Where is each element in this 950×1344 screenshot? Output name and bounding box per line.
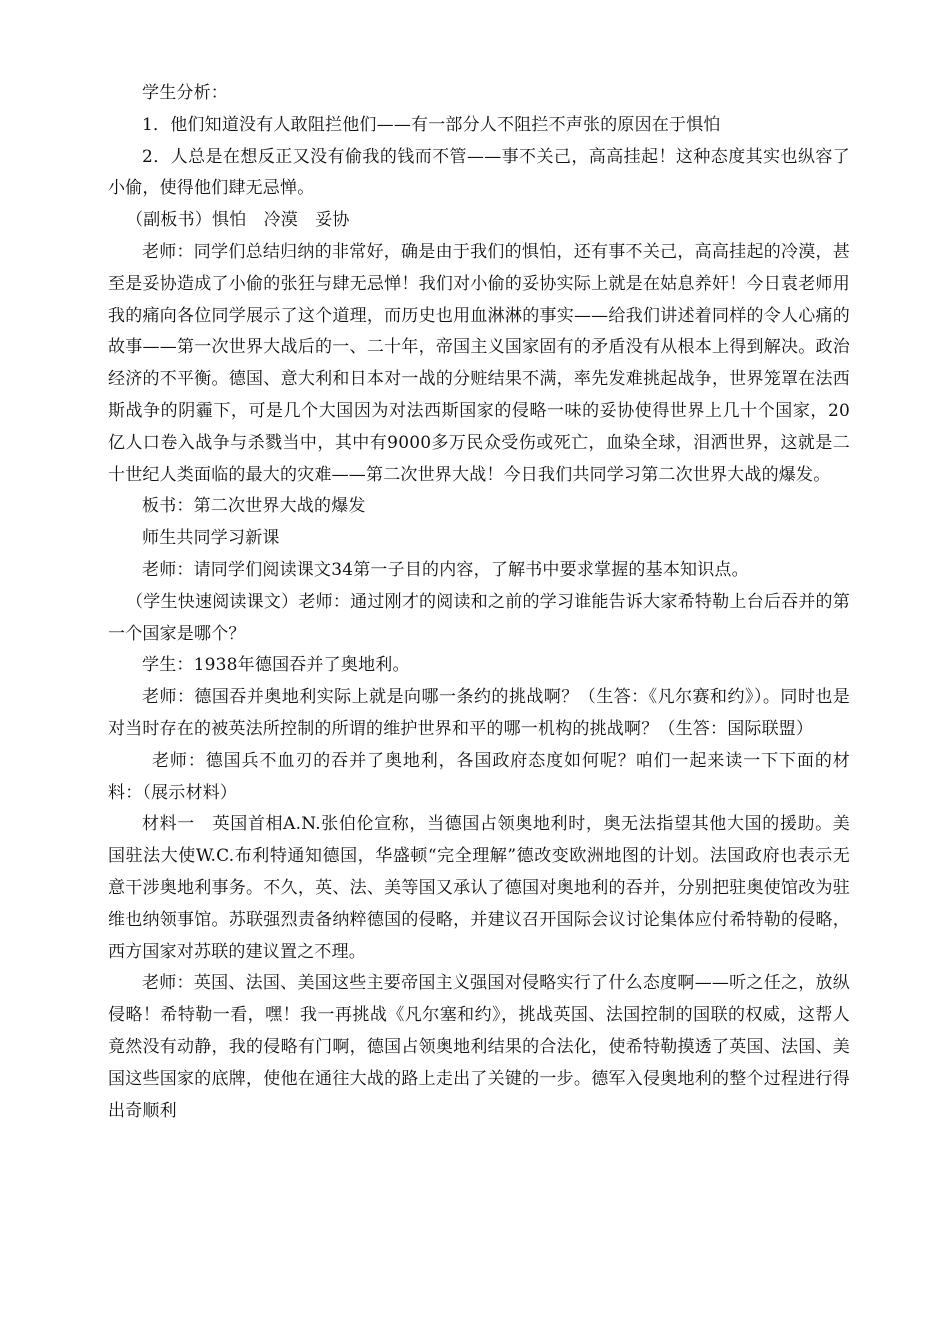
document-body	[108, 78, 850, 1127]
teacher-summary: 老师：同学们总结归纳的非常好，确是由于我们的惧怕，还有事不关己，高高挂起的冷漠，甚至是妥协造成了小偷的张狂与肆无忌惮！我们对小偷的妥协实际上就是在姑息养奸！今日袁老师用我的痛向各位同学展示了这个道理，而历史也用血淋淋的事实——给我们讲述着同样的令人心痛的故事——第一次世界大战后的一、二十年，帝国主义国家固有的矛盾没有从根本上得到解决。政治经济的不平衡。德国、意大利和日本对一战的分赃结果不满，率先发难挑起战争，世界笼罩在法西斯战争的阴霾下，可是几个大国因为对法西斯国家的侵略一味的妥协使得世界上几十个国家，20亿人口卷入战争与杀戮当中，其中有9000多万民众受伤或死亡，血染全球，泪洒世界，这就是二十世纪人类面临的最大的灾难——第二次世界大战！今日我们共同学习第二次世界大战的爆发。	[108, 241, 850, 485]
teacher-question-annex: （学生快速阅读课文）老师：通过刚才的阅读和之前的学习谁能告诉大家希特勒上台后吞并的第一个国家是哪个？	[108, 591, 850, 644]
board-title: 板书：第二次世界大战的爆发	[142, 496, 366, 517]
teacher-question-treaty: 老师：德国吞并奥地利实际上就是向哪一条约的挑战啊？（生答：《凡尔赛和约》）。同时也是对当时存在的被英法所控制的所谓的维护世界和平的哪一机构的挑战啊？（生答：国际联盟）	[108, 687, 850, 739]
teacher-analysis-appeasement: 老师：英国、法国、美国这些主要帝国主义强国对侵略实行了什么态度啊——听之任之，放纵侵略！希特勒一看，嘿！我一再挑战《凡尔塞和约》，挑战英国、法国控制的国联的权威，这帮人竟然没有动静，我的侵略有门啊，德国占领奥地利结果的合法化，使希特勒摸透了英国、法国、美国这些国家的底牌，使他在通往大战的路上走出了关键的一步。德军入侵奥地利的整个过程进行得出奇顺利	[108, 973, 850, 1121]
material-one: 材料一 英国首相A.N.张伯伦宣称，当德国占领奥地利时，奥无法指望其他大国的援助。美国驻法大使W.C.布利特通知德国，华盛顿“完全理解”德改变欧洲地图的计划。法国政府也表示无意干涉奥地利事务。不久，英、法、美等国又承认了德国对奥地利的吞并，分别把驻奥使馆改为驻维也纳领事馆。苏联强烈责备纳粹德国的侵略，并建议召开国际会议讨论集体应付希特勒的侵略，西方国家对苏联的建议置之不理。	[108, 814, 850, 962]
student-answer-austria: 学生：1938年德国吞并了奥地利。	[142, 655, 410, 676]
analysis-point-1: 1．他们知道没有人敢阻拦他们——有一部分人不阻拦不声张的原因在于惧怕	[142, 114, 721, 135]
sub-board-note: （副板书）惧怕 冷漠 妥协	[126, 210, 350, 231]
student-analysis-heading: 学生分析：	[142, 83, 228, 103]
teacher-reading-task: 老师：请同学们阅读课文34第一子目的内容，了解书中要求掌握的基本知识点。	[142, 559, 749, 580]
joint-study: 师生共同学习新课	[142, 528, 280, 549]
analysis-point-2: 2．人总是在想反正又没有偷我的钱而不管——事不关己，高高挂起！这种态度其实也纵容了小偷，使得他们肆无忌惮。	[108, 146, 850, 199]
teacher-question-attitude: 老师：德国兵不血刃的吞并了奥地利，各国政府态度如何呢？咱们一起来读一下下面的材料：（展示材料）	[108, 750, 850, 803]
